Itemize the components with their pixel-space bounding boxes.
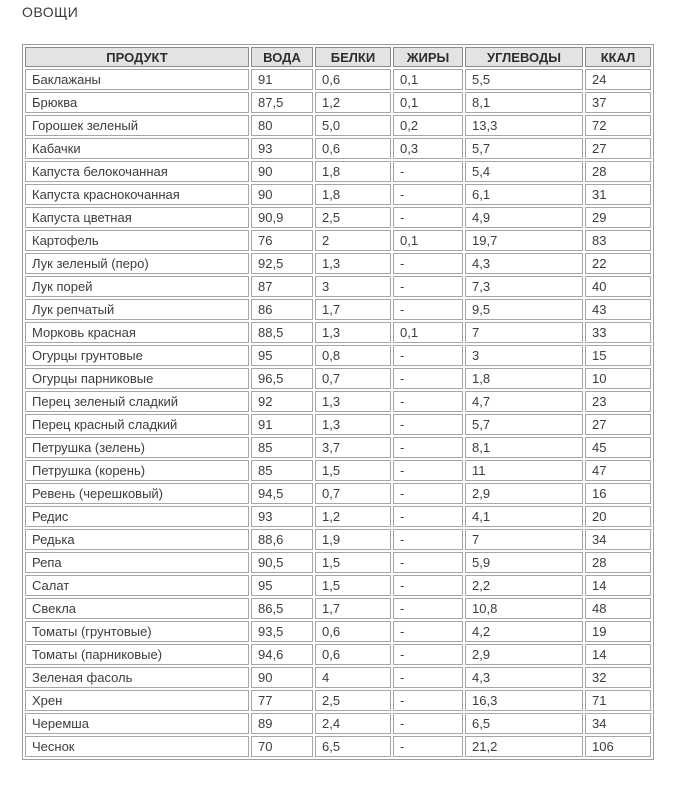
protein-cell: 0,8 [315,345,391,366]
water-cell: 88,6 [251,529,313,550]
table-row [25,138,651,159]
kcal-cell: 32 [585,667,651,688]
carbs-cell: 10,8 [465,598,583,619]
fat-cell: - [393,667,463,688]
water-cell: 90,9 [251,207,313,228]
kcal-cell: 34 [585,529,651,550]
protein-cell: 2,5 [315,207,391,228]
water-cell: 86 [251,299,313,320]
protein-cell: 2 [315,230,391,251]
product-cell: Горошек зеленый [25,115,249,136]
protein-cell: 5,0 [315,115,391,136]
product-cell: Салат [25,575,249,596]
kcal-cell: 16 [585,483,651,504]
carbs-cell: 5,7 [465,138,583,159]
water-cell: 94,5 [251,483,313,504]
kcal-cell: 72 [585,115,651,136]
table-row [25,713,651,734]
col-header-carbs: УГЛЕВОДЫ [465,47,583,67]
carbs-cell: 5,9 [465,552,583,573]
fat-cell: - [393,690,463,711]
water-cell: 76 [251,230,313,251]
col-header-kcal: ККАЛ [585,47,651,67]
carbs-cell: 7 [465,529,583,550]
product-cell: Морковь красная [25,322,249,343]
carbs-cell: 5,5 [465,69,583,90]
fat-cell: 0,1 [393,92,463,113]
carbs-cell: 6,5 [465,713,583,734]
protein-cell: 1,5 [315,552,391,573]
kcal-cell: 15 [585,345,651,366]
fat-cell: - [393,529,463,550]
water-cell: 91 [251,69,313,90]
protein-cell: 4 [315,667,391,688]
carbs-cell: 2,9 [465,483,583,504]
water-cell: 93 [251,138,313,159]
product-cell: Огурцы грунтовые [25,345,249,366]
kcal-cell: 43 [585,299,651,320]
product-cell: Капуста цветная [25,207,249,228]
kcal-cell: 71 [585,690,651,711]
protein-cell: 1,3 [315,322,391,343]
carbs-cell: 9,5 [465,299,583,320]
kcal-cell: 106 [585,736,651,757]
table-row [25,207,651,228]
fat-cell: - [393,575,463,596]
table-row [25,184,651,205]
carbs-cell: 16,3 [465,690,583,711]
protein-cell: 1,3 [315,391,391,412]
fat-cell: 0,1 [393,230,463,251]
kcal-cell: 33 [585,322,651,343]
kcal-cell: 34 [585,713,651,734]
water-cell: 92 [251,391,313,412]
product-cell: Кабачки [25,138,249,159]
carbs-cell: 4,3 [465,667,583,688]
table-row [25,552,651,573]
table-row [25,460,651,481]
kcal-cell: 23 [585,391,651,412]
carbs-cell: 4,2 [465,621,583,642]
fat-cell: - [393,368,463,389]
protein-cell: 1,2 [315,92,391,113]
fat-cell: 0,1 [393,69,463,90]
water-cell: 92,5 [251,253,313,274]
carbs-cell: 7,3 [465,276,583,297]
fat-cell: - [393,391,463,412]
table-row [25,414,651,435]
carbs-cell: 11 [465,460,583,481]
table-row [25,299,651,320]
protein-cell: 1,8 [315,184,391,205]
water-cell: 93 [251,506,313,527]
product-cell: Черемша [25,713,249,734]
product-cell: Ревень (черешковый) [25,483,249,504]
water-cell: 87,5 [251,92,313,113]
water-cell: 93,5 [251,621,313,642]
protein-cell: 1,9 [315,529,391,550]
water-cell: 94,6 [251,644,313,665]
water-cell: 95 [251,575,313,596]
product-cell: Баклажаны [25,69,249,90]
protein-cell: 0,6 [315,621,391,642]
kcal-cell: 22 [585,253,651,274]
protein-cell: 2,4 [315,713,391,734]
table-row [25,92,651,113]
water-cell: 90,5 [251,552,313,573]
fat-cell: 0,2 [393,115,463,136]
fat-cell: - [393,644,463,665]
protein-cell: 1,3 [315,253,391,274]
water-cell: 86,5 [251,598,313,619]
table-row [25,276,651,297]
kcal-cell: 20 [585,506,651,527]
carbs-cell: 4,1 [465,506,583,527]
table-row [25,115,651,136]
fat-cell: - [393,460,463,481]
table-row [25,736,651,757]
protein-cell: 1,5 [315,460,391,481]
kcal-cell: 24 [585,69,651,90]
water-cell: 91 [251,414,313,435]
table-row [25,230,651,251]
product-cell: Огурцы парниковые [25,368,249,389]
fat-cell: - [393,276,463,297]
carbs-cell: 4,3 [465,253,583,274]
product-cell: Томаты (грунтовые) [25,621,249,642]
kcal-cell: 10 [585,368,651,389]
product-cell: Лук зеленый (перо) [25,253,249,274]
table-row [25,368,651,389]
table-row [25,322,651,343]
table-row [25,483,651,504]
water-cell: 90 [251,667,313,688]
product-cell: Лук порей [25,276,249,297]
fat-cell: 0,3 [393,138,463,159]
carbs-cell: 5,4 [465,161,583,182]
water-cell: 95 [251,345,313,366]
carbs-cell: 2,9 [465,644,583,665]
protein-cell: 1,7 [315,598,391,619]
header-row [25,47,651,67]
fat-cell: - [393,483,463,504]
protein-cell: 0,6 [315,69,391,90]
water-cell: 85 [251,437,313,458]
col-header-protein: БЕЛКИ [315,47,391,67]
kcal-cell: 14 [585,644,651,665]
carbs-cell: 3 [465,345,583,366]
protein-cell: 1,2 [315,506,391,527]
kcal-cell: 47 [585,460,651,481]
protein-cell: 0,7 [315,368,391,389]
carbs-cell: 7 [465,322,583,343]
product-cell: Чеснок [25,736,249,757]
water-cell: 85 [251,460,313,481]
carbs-cell: 6,1 [465,184,583,205]
table-row [25,621,651,642]
fat-cell: - [393,207,463,228]
protein-cell: 0,6 [315,138,391,159]
page-title: ОВОЩИ [22,4,79,20]
kcal-cell: 28 [585,161,651,182]
carbs-cell: 1,8 [465,368,583,389]
product-cell: Репа [25,552,249,573]
kcal-cell: 29 [585,207,651,228]
fat-cell: - [393,161,463,182]
nutrition-table [22,44,654,760]
kcal-cell: 83 [585,230,651,251]
product-cell: Томаты (парниковые) [25,644,249,665]
water-cell: 80 [251,115,313,136]
water-cell: 77 [251,690,313,711]
protein-cell: 0,6 [315,644,391,665]
product-cell: Петрушка (зелень) [25,437,249,458]
carbs-cell: 4,7 [465,391,583,412]
protein-cell: 1,7 [315,299,391,320]
col-header-water: ВОДА [251,47,313,67]
product-cell: Капуста белокочанная [25,161,249,182]
table-row [25,345,651,366]
carbs-cell: 8,1 [465,437,583,458]
table-row [25,391,651,412]
fat-cell: - [393,345,463,366]
product-cell: Зеленая фасоль [25,667,249,688]
fat-cell: - [393,598,463,619]
fat-cell: - [393,253,463,274]
table-row [25,161,651,182]
kcal-cell: 27 [585,414,651,435]
table-row [25,506,651,527]
product-cell: Картофель [25,230,249,251]
kcal-cell: 45 [585,437,651,458]
water-cell: 90 [251,161,313,182]
fat-cell: - [393,552,463,573]
kcal-cell: 27 [585,138,651,159]
fat-cell: - [393,437,463,458]
kcal-cell: 31 [585,184,651,205]
kcal-cell: 40 [585,276,651,297]
table-row [25,575,651,596]
protein-cell: 0,7 [315,483,391,504]
kcal-cell: 14 [585,575,651,596]
table-row [25,667,651,688]
product-cell: Перец красный сладкий [25,414,249,435]
col-header-fat: ЖИРЫ [393,47,463,67]
protein-cell: 1,8 [315,161,391,182]
product-cell: Петрушка (корень) [25,460,249,481]
protein-cell: 2,5 [315,690,391,711]
fat-cell: 0,1 [393,322,463,343]
table-row [25,437,651,458]
kcal-cell: 48 [585,598,651,619]
kcal-cell: 28 [585,552,651,573]
carbs-cell: 4,9 [465,207,583,228]
kcal-cell: 37 [585,92,651,113]
carbs-cell: 19,7 [465,230,583,251]
water-cell: 87 [251,276,313,297]
product-cell: Редис [25,506,249,527]
carbs-cell: 8,1 [465,92,583,113]
protein-cell: 3 [315,276,391,297]
col-header-product: ПРОДУКТ [25,47,249,67]
water-cell: 96,5 [251,368,313,389]
carbs-cell: 13,3 [465,115,583,136]
protein-cell: 1,3 [315,414,391,435]
product-cell: Брюква [25,92,249,113]
table-row [25,598,651,619]
protein-cell: 6,5 [315,736,391,757]
protein-cell: 1,5 [315,575,391,596]
fat-cell: - [393,621,463,642]
table-row [25,69,651,90]
product-cell: Капуста краснокочанная [25,184,249,205]
protein-cell: 3,7 [315,437,391,458]
carbs-cell: 5,7 [465,414,583,435]
water-cell: 89 [251,713,313,734]
carbs-cell: 21,2 [465,736,583,757]
carbs-cell: 2,2 [465,575,583,596]
product-cell: Перец зеленый сладкий [25,391,249,412]
fat-cell: - [393,736,463,757]
product-cell: Редька [25,529,249,550]
fat-cell: - [393,506,463,527]
water-cell: 88,5 [251,322,313,343]
water-cell: 90 [251,184,313,205]
product-cell: Хрен [25,690,249,711]
table-row [25,644,651,665]
table-row [25,529,651,550]
product-cell: Свекла [25,598,249,619]
table-row [25,253,651,274]
kcal-cell: 19 [585,621,651,642]
water-cell: 70 [251,736,313,757]
product-cell: Лук репчатый [25,299,249,320]
fat-cell: - [393,713,463,734]
fat-cell: - [393,414,463,435]
fat-cell: - [393,299,463,320]
fat-cell: - [393,184,463,205]
table-row [25,690,651,711]
